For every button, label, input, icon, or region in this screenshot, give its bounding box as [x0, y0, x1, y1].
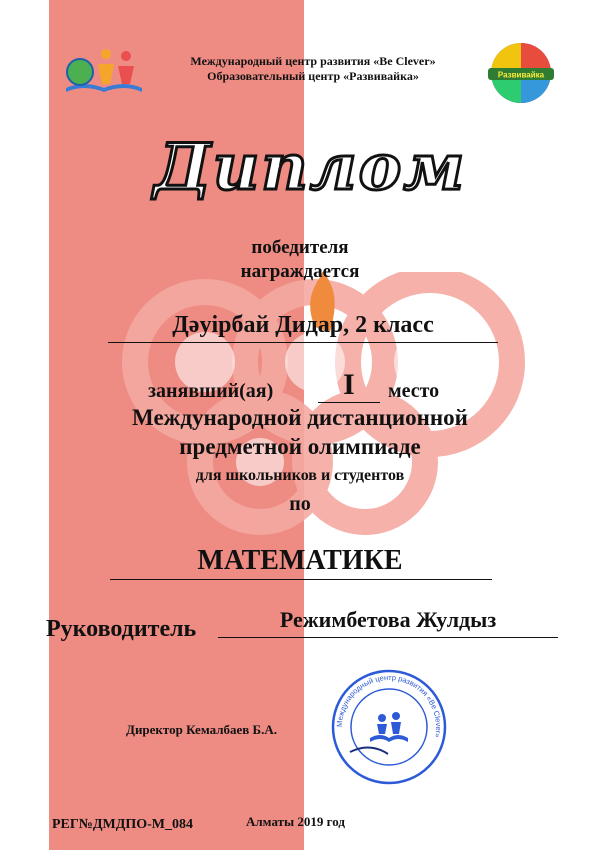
recipient-name: Дәуірбай Дидар, 2 класс: [172, 312, 434, 338]
recipient-underline: [108, 342, 498, 343]
header-line-1: Международный центр развития «Be Clever»: [190, 54, 436, 68]
svg-text:Международный центр развития «: Международный центр развития «Be Clever»: [334, 672, 444, 739]
place-prefix: занявший(ая): [148, 380, 274, 402]
subject: МАТЕМАТИКЕ: [197, 545, 403, 576]
city-year: Алматы 2019 год: [246, 814, 345, 829]
olympiad-line-4: по: [289, 493, 311, 515]
stamp-icon: [330, 668, 448, 786]
registration-number: РЕГ№ДМДПО-М_084: [52, 817, 193, 832]
supervisor-label: Руководитель: [46, 616, 197, 642]
olympiad-line-1: Международной дистанционной: [132, 405, 468, 430]
place-suffix: место: [388, 380, 440, 402]
puzzle-logo-icon: [482, 38, 560, 108]
place-value: I: [343, 368, 355, 401]
awarded-line-1: победителя: [251, 237, 349, 258]
olympiad-line-3: для школьников и студентов: [195, 467, 405, 484]
diploma-title: Диплом: [153, 130, 467, 205]
olympiad-line-2: предметной олимпиаде: [179, 434, 421, 459]
supervisor-name: Режимбетова Жулдыз: [279, 607, 497, 632]
supervisor-underline: [218, 637, 558, 638]
header-line-2: Образовательный центр «Развивайка»: [207, 69, 419, 83]
header: [128, 54, 498, 84]
place-underline: [318, 402, 380, 403]
awarded-line-2: награждается: [240, 261, 360, 282]
svg-text:Развивайка: Развивайка: [497, 70, 545, 80]
director: Директор Кемалбаев Б.А.: [126, 722, 278, 737]
subject-underline: [110, 579, 492, 580]
